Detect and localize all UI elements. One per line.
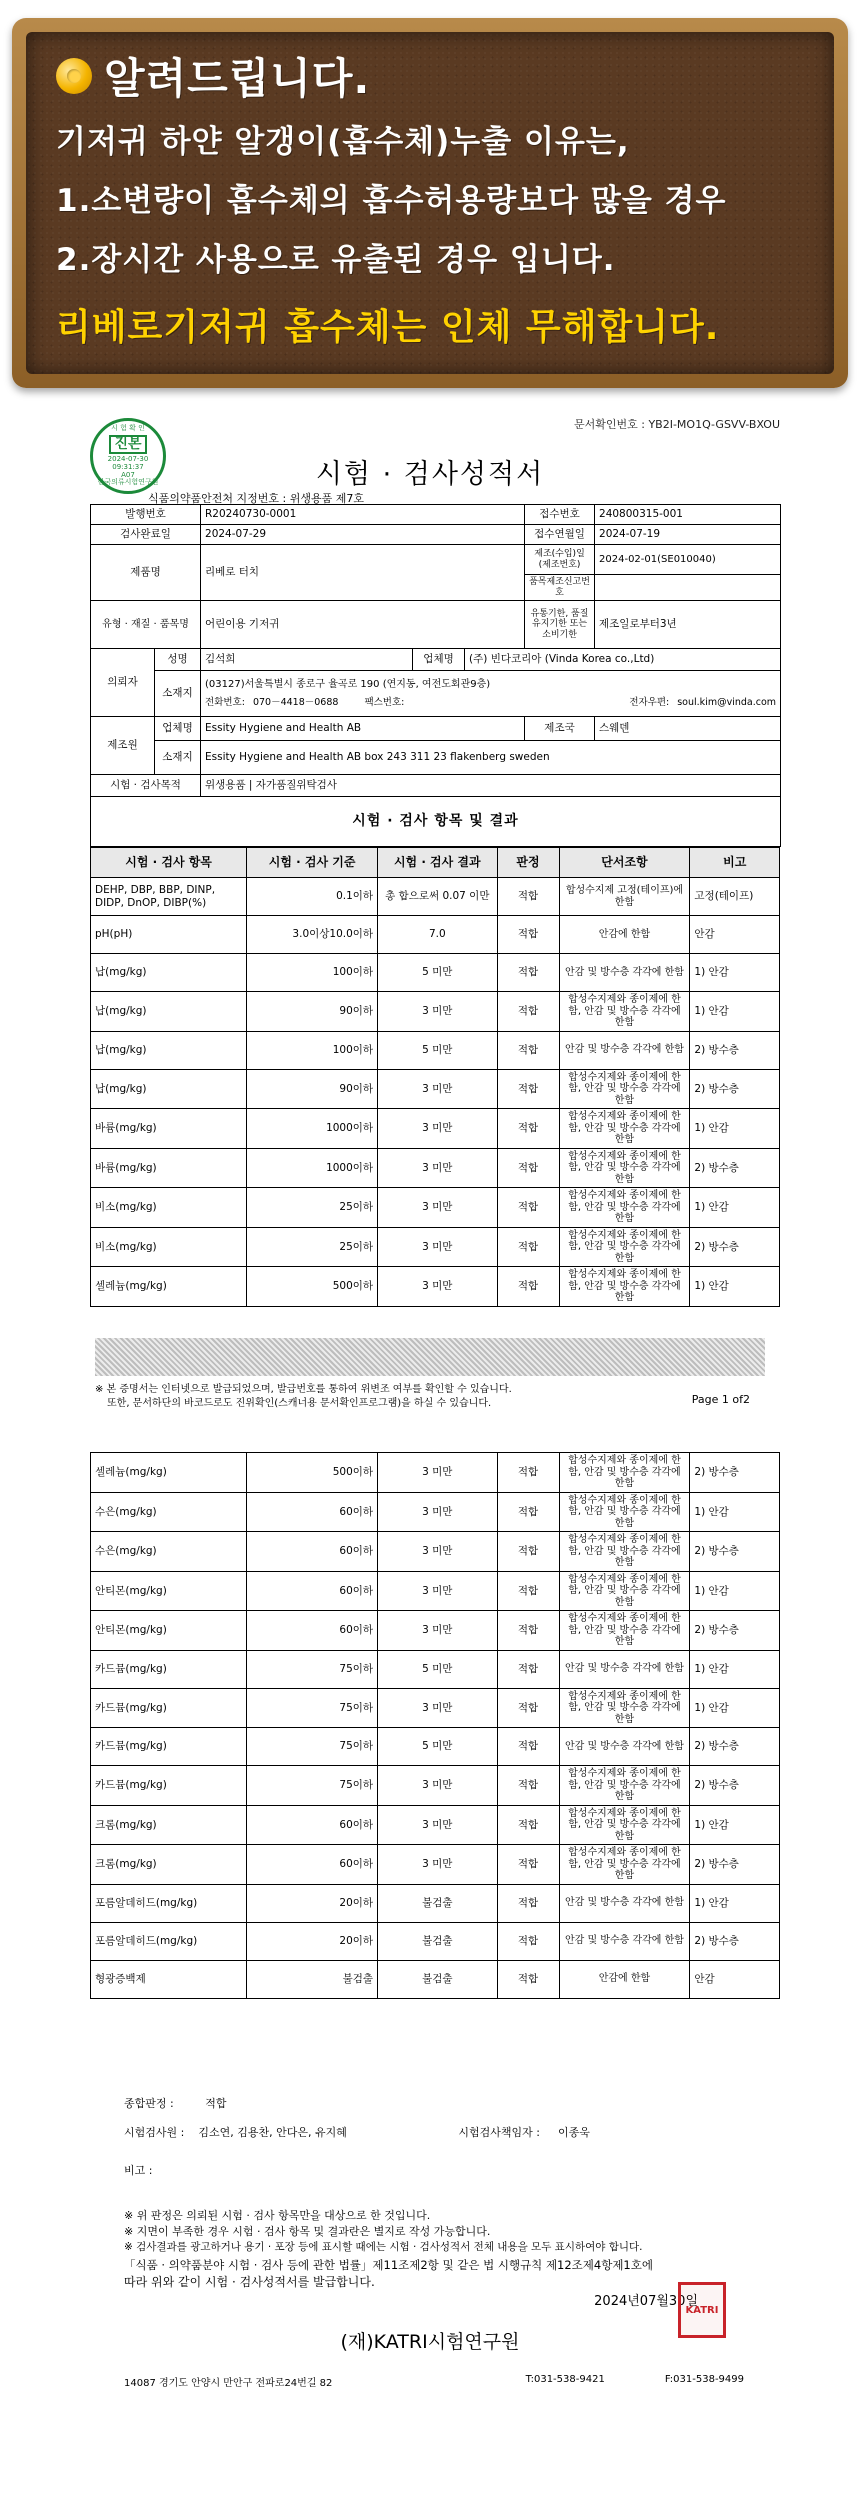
col-result-header: 시험 · 검사 결과	[378, 848, 497, 878]
seal-text: KATRI	[685, 2304, 719, 2316]
receipt-date: 2024-07-19	[595, 525, 781, 545]
complete-date: 2024-07-29	[201, 525, 525, 545]
notice-line-3: 2.장시간 사용으로 유출된 경우 입니다.	[56, 242, 616, 278]
result-std: 불검출	[247, 1960, 378, 1998]
result-std: 1000이하	[247, 1148, 378, 1188]
report-no-label: 품목제조신고번호	[525, 575, 595, 601]
institute-address-row	[124, 2374, 744, 2389]
institute-name: (재)KATRI시험연구원	[340, 2331, 520, 2353]
result-judge: 적합	[497, 1845, 559, 1885]
notice-title-text: 알려드립니다.	[104, 54, 371, 103]
result-item: pH(pH)	[91, 916, 247, 954]
result-value: 3 미만	[378, 1109, 497, 1149]
result-note: 2) 방수층	[690, 1031, 780, 1069]
result-note: 2) 방수층	[690, 1069, 780, 1109]
result-item: 포름알데히드(mg/kg)	[91, 1922, 247, 1960]
result-judge: 적합	[497, 1148, 559, 1188]
client-address-label: 소재지	[155, 671, 201, 717]
result-value: 3 미만	[378, 1148, 497, 1188]
result-judge: 적합	[497, 1188, 559, 1228]
email: soul.kim@vinda.com	[677, 696, 777, 708]
result-note: 1) 안감	[690, 1188, 780, 1228]
coin-icon	[56, 58, 92, 94]
result-value: 3 미만	[378, 1492, 497, 1532]
result-note: 2) 방수층	[690, 1922, 780, 1960]
result-std: 0.1이하	[247, 878, 378, 916]
result-judge: 적합	[497, 1492, 559, 1532]
result-item: 카드뮴(mg/kg)	[91, 1728, 247, 1766]
table-row	[91, 916, 780, 954]
page-note-line2: 또한, 문서하단의 바코드로도 진위확인(스캐너용 문서확인프로그램)을 하실 수 있습니다.	[107, 1398, 492, 1409]
issue-no-label: 발행번호	[91, 505, 201, 525]
notice-board	[12, 18, 848, 388]
table-row	[91, 1109, 780, 1149]
result-std: 500이하	[247, 1267, 378, 1307]
result-judge: 적합	[497, 1728, 559, 1766]
table-row	[91, 1188, 780, 1228]
table-row	[91, 1766, 780, 1806]
testers-row	[124, 2124, 744, 2140]
results-title: 시험 · 검사 항목 및 결과	[91, 797, 781, 847]
table-row	[91, 1922, 780, 1960]
table-row	[91, 1069, 780, 1109]
result-value: 3 미만	[378, 1805, 497, 1845]
result-value: 3 미만	[378, 1688, 497, 1728]
receipt-date-label: 접수연월일	[525, 525, 595, 545]
result-std: 60이하	[247, 1845, 378, 1885]
page-note	[95, 1383, 615, 1411]
result-std: 25이하	[247, 1227, 378, 1267]
stamp-bottom-text: 한국의류시험연구원	[97, 478, 159, 487]
result-std: 25이하	[247, 1188, 378, 1228]
law-line-2: 따라 위와 같이 시험 · 검사성적서를 발급합니다.	[124, 2274, 375, 2289]
result-value: 5 미만	[378, 1650, 497, 1688]
table-row	[91, 1227, 780, 1267]
result-std: 75이하	[247, 1766, 378, 1806]
result-item: 납(mg/kg)	[91, 1031, 247, 1069]
table-row	[91, 1267, 780, 1307]
result-value: 3 미만	[378, 1188, 497, 1228]
result-judge: 적합	[497, 1805, 559, 1845]
country: 스웨덴	[595, 717, 781, 741]
result-clause: 합성수지제와 종이제에 한함, 안감 및 방수층 각각에 한함	[559, 1766, 690, 1806]
result-clause: 합성수지제와 종이제에 한함, 안감 및 방수층 각각에 한함	[559, 1109, 690, 1149]
result-item: 포름알데히드(mg/kg)	[91, 1884, 247, 1922]
result-value: 불검출	[378, 1884, 497, 1922]
result-clause: 합성수지제와 종이제에 한함, 안감 및 방수층 각각에 한함	[559, 992, 690, 1032]
result-judge: 적합	[497, 1267, 559, 1307]
mfg-date-label: 제조(수입)일 (제조번호)	[525, 545, 595, 575]
institute-address: 14087 경기도 안양시 만안구 전파로24번길 82	[124, 2378, 333, 2389]
result-item: 납(mg/kg)	[91, 992, 247, 1032]
result-item: 카드뮴(mg/kg)	[91, 1688, 247, 1728]
result-std: 20이하	[247, 1884, 378, 1922]
result-judge: 적합	[497, 1922, 559, 1960]
testers: 김소연, 김용찬, 안다은, 유지혜	[198, 2126, 347, 2139]
result-value: 3 미만	[378, 1267, 497, 1307]
result-clause: 합성수지제 고정(테이프)에 한함	[559, 878, 690, 916]
expiry-label: 유통기한, 품질유지기한 또는 소비기한	[525, 601, 595, 649]
result-note: 2) 방수층	[690, 1845, 780, 1885]
client-contact-row	[205, 694, 776, 712]
stamp-code: A07	[121, 470, 135, 479]
result-note: 2) 방수층	[690, 1148, 780, 1188]
result-value: 총 합으로써 0.07 이만	[378, 878, 497, 916]
result-std: 60이하	[247, 1532, 378, 1572]
result-note: 1) 안감	[690, 1109, 780, 1149]
result-judge: 적합	[497, 1532, 559, 1572]
result-note: 1) 안감	[690, 1267, 780, 1307]
result-std: 75이하	[247, 1688, 378, 1728]
table-row	[91, 992, 780, 1032]
client-label: 의뢰자	[91, 649, 155, 717]
result-std: 60이하	[247, 1571, 378, 1611]
table-row	[91, 1148, 780, 1188]
result-item: 크롬(mg/kg)	[91, 1805, 247, 1845]
col-judge-header: 판정	[497, 848, 559, 878]
manager: 이종욱	[557, 2126, 590, 2139]
page-number: Page 1 of2	[691, 1393, 750, 1406]
result-std: 90이하	[247, 992, 378, 1032]
result-judge: 적합	[497, 1688, 559, 1728]
result-clause: 안감 및 방수층 각각에 한함	[559, 954, 690, 992]
result-clause: 안감 및 방수층 각각에 한함	[559, 1650, 690, 1688]
result-std: 1000이하	[247, 1109, 378, 1149]
receipt-no-label: 접수번호	[525, 505, 595, 525]
result-clause: 합성수지제와 종이제에 한함, 안감 및 방수층 각각에 한함	[559, 1188, 690, 1228]
result-clause: 합성수지제와 종이제에 한함, 안감 및 방수층 각각에 한함	[559, 1267, 690, 1307]
result-note: 1) 안감	[690, 1805, 780, 1845]
client-company: (주) 빈다코리아 (Vinda Korea co.,Ltd)	[465, 649, 781, 671]
result-note: 2) 방수층	[690, 1611, 780, 1651]
issue-date: 2024년07월30일	[594, 2294, 698, 2309]
col-clause-header: 단서조항	[559, 848, 690, 878]
table-row	[91, 1728, 780, 1766]
result-judge: 적합	[497, 1650, 559, 1688]
stamp-top-text: 시 험 확 인	[111, 424, 145, 433]
stamp-time: 09:31:37	[112, 462, 144, 471]
maker-company-label: 업체명	[155, 717, 201, 741]
result-judge: 적합	[497, 1031, 559, 1069]
result-clause: 합성수지제와 종이제에 한함, 안감 및 방수층 각각에 한함	[559, 1805, 690, 1845]
notice-board-surface	[26, 32, 834, 374]
result-std: 20이하	[247, 1922, 378, 1960]
result-judge: 적합	[497, 1766, 559, 1806]
result-note: 1) 안감	[690, 1571, 780, 1611]
result-note: 2) 방수층	[690, 1728, 780, 1766]
table-row	[91, 954, 780, 992]
table-row	[91, 1492, 780, 1532]
result-clause: 안감 및 방수층 각각에 한함	[559, 1031, 690, 1069]
result-clause: 합성수지제와 종이제에 한함, 안감 및 방수층 각각에 한함	[559, 1845, 690, 1885]
client-address: (03127)서울특별시 종로구 율곡로 190 (연지동, 여전도회관9층)	[205, 678, 491, 690]
info-table	[90, 504, 781, 847]
complete-date-label: 검사완료일	[91, 525, 201, 545]
result-item: DEHP, DBP, BBP, DINP, DIDP, DnOP, DIBP(%)	[91, 878, 247, 916]
result-item: 크롬(mg/kg)	[91, 1845, 247, 1885]
maker-address: Essity Hygiene and Health AB box 243 311 23 flakenberg sweden	[201, 741, 781, 775]
result-note: 1) 안감	[690, 1884, 780, 1922]
footer-note-1: ※ 위 판정은 의뢰된 시험 · 검사 항목만을 대상으로 한 것입니다.	[124, 2209, 431, 2222]
result-clause: 합성수지제와 종이제에 한함, 안감 및 방수층 각각에 한함	[559, 1069, 690, 1109]
result-value: 3 미만	[378, 992, 497, 1032]
result-note: 2) 방수층	[690, 1453, 780, 1493]
result-item: 안티몬(mg/kg)	[91, 1611, 247, 1651]
product-label: 제품명	[91, 545, 201, 601]
result-value: 7.0	[378, 916, 497, 954]
table-row	[91, 1611, 780, 1651]
agency-registration: 식품의약품안전처 지정번호 : 위생용품 제7호	[148, 492, 364, 505]
result-note: 2) 방수층	[690, 1227, 780, 1267]
result-judge: 적합	[497, 992, 559, 1032]
result-value: 5 미만	[378, 1728, 497, 1766]
institute-seal	[678, 2282, 726, 2338]
country-label: 제조국	[525, 717, 595, 741]
result-value: 3 미만	[378, 1069, 497, 1109]
result-item: 바륨(mg/kg)	[91, 1148, 247, 1188]
receipt-no: 240800315-001	[595, 505, 781, 525]
result-item: 형광증백제	[91, 1960, 247, 1998]
result-clause: 합성수지제와 종이제에 한함, 안감 및 방수층 각각에 한함	[559, 1611, 690, 1651]
result-judge: 적합	[497, 1611, 559, 1651]
result-item: 수은(mg/kg)	[91, 1492, 247, 1532]
document-confirm-number: 문서확인번호 : YB2I-MO1Q-GSVV-BXOU	[574, 418, 780, 431]
table-row	[91, 1650, 780, 1688]
result-judge: 적합	[497, 878, 559, 916]
barcode-noise	[95, 1338, 765, 1376]
result-value: 3 미만	[378, 1453, 497, 1493]
result-value: 3 미만	[378, 1532, 497, 1572]
notice-highlight: 리베로기저귀 흡수체는 인체 무해합니다.	[56, 307, 720, 348]
purpose-label: 시험 · 검사목적	[91, 775, 201, 797]
table-row	[91, 1532, 780, 1572]
result-judge: 적합	[497, 1069, 559, 1109]
page-note-line1: ※ 본 증명서는 인터넷으로 발급되었으며, 발급번호를 통하여 위변조 여부를 확인할 수 있습니다.	[95, 1384, 512, 1395]
overall-value: 적합	[205, 2097, 227, 2110]
result-judge: 적합	[497, 1571, 559, 1611]
result-note: 1) 안감	[690, 954, 780, 992]
result-std: 60이하	[247, 1611, 378, 1651]
results-section-page2	[90, 1452, 780, 1999]
result-judge: 적합	[497, 1960, 559, 1998]
manager-label: 시험검사책임자 :	[458, 2126, 540, 2139]
maker-label: 제조원	[91, 717, 155, 775]
result-clause: 안감 및 방수층 각각에 한함	[559, 1922, 690, 1960]
result-item: 셀레늄(mg/kg)	[91, 1453, 247, 1493]
result-judge: 적합	[497, 1884, 559, 1922]
table-row	[91, 1805, 780, 1845]
table-row	[91, 1845, 780, 1885]
email-label: 전자우편:	[629, 696, 670, 708]
results-table-page1	[90, 847, 780, 1307]
issue-no: R20240730-0001	[201, 505, 525, 525]
overall-judgement	[124, 2095, 226, 2111]
mfg-date: 2024-02-01(SE010040)	[595, 545, 781, 575]
client-contact	[201, 671, 781, 717]
phone: 070－4418－0688	[252, 696, 339, 708]
result-std: 500이하	[247, 1453, 378, 1493]
result-judge: 적합	[497, 916, 559, 954]
result-judge: 적합	[497, 1109, 559, 1149]
notice-line-1: 기저귀 하얀 알갱이(흡수체)누출 이유는,	[56, 124, 630, 160]
institute-fax: F:031-538-9499	[664, 2374, 744, 2385]
result-value: 불검출	[378, 1960, 497, 1998]
result-item: 카드뮴(mg/kg)	[91, 1650, 247, 1688]
result-item: 비소(mg/kg)	[91, 1227, 247, 1267]
result-note: 안감	[690, 916, 780, 954]
result-value: 불검출	[378, 1922, 497, 1960]
client-name: 김석희	[201, 649, 413, 671]
result-item: 수은(mg/kg)	[91, 1532, 247, 1572]
table-row	[91, 1688, 780, 1728]
result-item: 비소(mg/kg)	[91, 1188, 247, 1228]
result-clause: 안감 및 방수층 각각에 한함	[559, 1728, 690, 1766]
info-section	[90, 504, 780, 1307]
maker-company: Essity Hygiene and Health AB	[201, 717, 525, 741]
result-clause: 합성수지제와 종이제에 한함, 안감 및 방수층 각각에 한함	[559, 1532, 690, 1572]
testers-label: 시험검사원 :	[124, 2126, 185, 2139]
result-value: 5 미만	[378, 954, 497, 992]
result-clause: 안감에 한함	[559, 1960, 690, 1998]
result-std: 75이하	[247, 1650, 378, 1688]
result-clause: 합성수지제와 종이제에 한함, 안감 및 방수층 각각에 한함	[559, 1227, 690, 1267]
result-value: 3 미만	[378, 1571, 497, 1611]
result-note: 1) 안감	[690, 992, 780, 1032]
maker-address-label: 소재지	[155, 741, 201, 775]
result-note: 2) 방수층	[690, 1532, 780, 1572]
result-std: 3.0이상10.0이하	[247, 916, 378, 954]
result-judge: 적합	[497, 954, 559, 992]
footer-note-3: ※ 검사결과를 광고하거나 용기 · 포장 등에 표시할 때에는 시험 · 검사성적서 전체 내용을 모두 표시하여야 합니다.	[124, 2240, 643, 2253]
footer-note-2: ※ 지면이 부족한 경우 시험 · 검사 항목 및 결과란은 별지로 작성 가능합니다.	[124, 2224, 491, 2238]
result-item: 안티몬(mg/kg)	[91, 1571, 247, 1611]
law-statement	[124, 2258, 764, 2290]
table-row	[91, 1453, 780, 1493]
result-value: 3 미만	[378, 1766, 497, 1806]
table-row	[91, 878, 780, 916]
result-clause: 합성수지제와 종이제에 한함, 안감 및 방수층 각각에 한함	[559, 1453, 690, 1493]
institute-tel: T:031-538-9421	[525, 2374, 605, 2385]
result-note: 1) 안감	[690, 1492, 780, 1532]
table-row	[91, 1884, 780, 1922]
table-row	[91, 1960, 780, 1998]
notice-line-2: 1.소변량이 흡수체의 흡수허용량보다 많을 경우	[56, 183, 727, 219]
result-clause: 안감에 한함	[559, 916, 690, 954]
result-value: 5 미만	[378, 1031, 497, 1069]
result-clause: 합성수지제와 종이제에 한함, 안감 및 방수층 각각에 한함	[559, 1571, 690, 1611]
result-value: 3 미만	[378, 1227, 497, 1267]
footer-notes	[124, 2208, 764, 2255]
result-std: 75이하	[247, 1728, 378, 1766]
result-judge: 적합	[497, 1453, 559, 1493]
result-std: 90이하	[247, 1069, 378, 1109]
result-item: 바륨(mg/kg)	[91, 1109, 247, 1149]
type-label: 유형 · 재질 · 품목명	[91, 601, 201, 649]
result-note: 2) 방수층	[690, 1766, 780, 1806]
certificate-title: 시험 · 검사성적서	[315, 459, 545, 490]
result-note: 1) 안감	[690, 1688, 780, 1728]
result-item: 카드뮴(mg/kg)	[91, 1766, 247, 1806]
col-note-header: 비고	[690, 848, 780, 878]
result-value: 3 미만	[378, 1611, 497, 1651]
phone-label: 전화번호:	[205, 696, 245, 708]
result-clause: 합성수지제와 종이제에 한함, 안감 및 방수층 각각에 한함	[559, 1492, 690, 1532]
result-clause: 합성수지제와 종이제에 한함, 안감 및 방수층 각각에 한함	[559, 1148, 690, 1188]
col-item-header: 시험 · 검사 항목	[91, 848, 247, 878]
stamp-main-text: 진본	[109, 435, 146, 454]
result-std: 100이하	[247, 1031, 378, 1069]
result-std: 100이하	[247, 954, 378, 992]
client-name-label: 성명	[155, 649, 201, 671]
result-note: 1) 안감	[690, 1650, 780, 1688]
expiry: 제조일로부터3년	[595, 601, 781, 649]
col-std-header: 시험 · 검사 기준	[247, 848, 378, 878]
product-type: 어린이용 기저귀	[201, 601, 525, 649]
result-item: 납(mg/kg)	[91, 954, 247, 992]
result-std: 60이하	[247, 1805, 378, 1845]
result-clause: 안감 및 방수층 각각에 한함	[559, 1884, 690, 1922]
stamp-date: 2024-07-30	[107, 455, 149, 464]
result-std: 60이하	[247, 1492, 378, 1532]
law-line-1: 「식품 · 의약품분야 시험 · 검사 등에 관한 법률」제11조제2항 및 같은 법 시행규칙 제12조제4항제1호에	[124, 2258, 653, 2272]
result-judge: 적합	[497, 1227, 559, 1267]
report-no	[595, 575, 781, 601]
notice-title	[56, 46, 804, 106]
product-name: 리베로 터치	[201, 545, 525, 601]
result-item: 셀레늄(mg/kg)	[91, 1267, 247, 1307]
client-company-label: 업체명	[413, 649, 465, 671]
result-note: 고정(테이프)	[690, 878, 780, 916]
purpose: 위생용품 | 자가품질위탁검사	[201, 775, 781, 797]
table-row	[91, 1031, 780, 1069]
table-row	[91, 1571, 780, 1611]
result-note: 안감	[690, 1960, 780, 1998]
result-item: 납(mg/kg)	[91, 1069, 247, 1109]
fax-label: 팩스번호:	[364, 696, 405, 708]
result-value: 3 미만	[378, 1845, 497, 1885]
remark-label: 비고 :	[124, 2164, 153, 2177]
result-clause: 합성수지제와 종이제에 한함, 안감 및 방수층 각각에 한함	[559, 1688, 690, 1728]
overall-label: 종합판정 :	[124, 2097, 174, 2110]
results-table-page2	[90, 1452, 780, 1999]
